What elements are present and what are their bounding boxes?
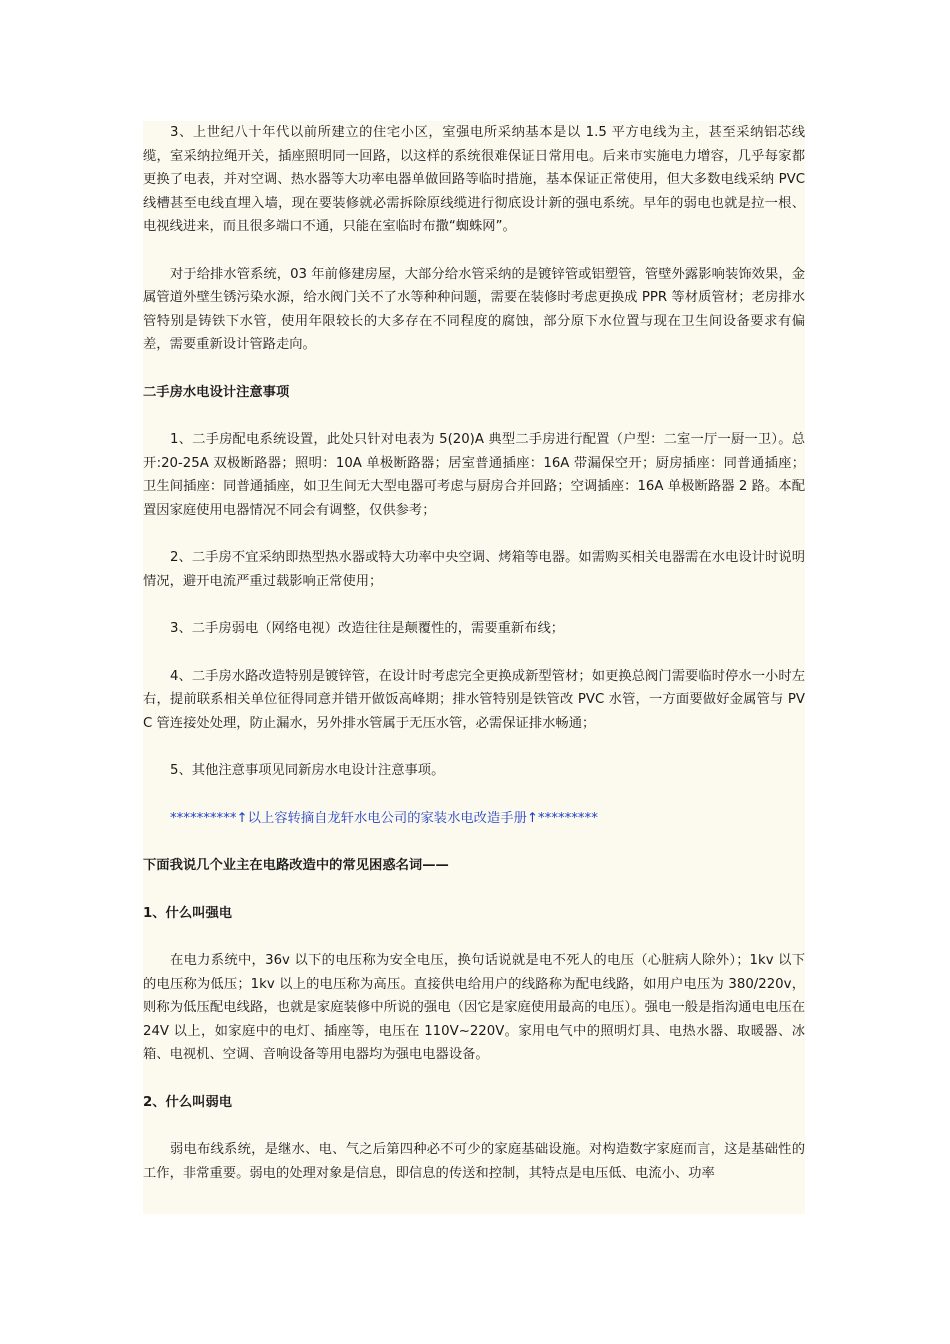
subheading-strong-current: 1、什么叫强电: [143, 905, 233, 921]
paragraph-strong-current: 在电力系统中，36v 以下的电压称为安全电压，换句话说就是电不死人的电压（心脏病人除外）；1kv 以下的电压称为低压；1kv 以上的电压称为高压。直接供电给用户的线路称为配电线路，如用户电压为 380/220v，则称为低压配电线路，也就是家庭装修中所说的强电（因它是家庭使用最高的电压）。强电一般是指沟通电电压在 24V 以上，如家庭中的电灯、插座等，电压在 110V~220V。家用电气中的照明灯具、电热水器、取暖器、冰箱、电视机、空调、音响设备等用电器均为强电电器设备。: [143, 953, 805, 1062]
subheading-weak-current: 2、什么叫弱电: [143, 1094, 233, 1110]
paragraph-note-3: 3、二手房弱电（网络电视）改造往往是颠覆性的，需要重新布线；: [170, 621, 565, 636]
paragraph-note-2: 2、二手房不宜采纳即热型热水器或特大功率中央空调、烤箱等电器。如需购买相关电器需在水电设计时说明情况，避开电流严重过载影响正常使用；: [143, 550, 805, 589]
paragraph-weak-current: 弱电布线系统，是继水、电、气之后第四种必不可少的家庭基础设施。对构造数字家庭而言，这是基础性的工作，非常重要。弱电的处理对象是信息，即信息的传送和控制，其特点是电压低、电流小、功率: [143, 1142, 805, 1181]
section-heading-design-notes: 二手房水电设计注意事项: [143, 384, 290, 400]
paragraph-note-5: 5、其他注意事项见同新房水电设计注意事项。: [170, 763, 445, 778]
paragraph-note-4: 4、二手房水路改造特别是镀锌管，在设计时考虑完全更换成新型管材；如更换总阀门需要临时停水一小时左右，提前联系相关单位征得同意并错开做饭高峰期；排水管特别是铁管改 PVC 水管，一方面要做好金属管与 PVC 管连接处处理，防止漏水，另外排水管属于无压水管，必需保证排水畅通；: [143, 668, 805, 731]
paragraph-old-housing-electrical: 3、上世纪八十年代以前所建立的住宅小区，室强电所采纳基本是以 1.5 平方电线为主，甚至采纳铝芯线缆，室采纳拉绳开关，插座照明同一回路，以这样的系统很难保证日常用电。后来市实施电力增容，几乎每家都更换了电表，并对空调、热水器等大功率电器单做回路等临时措施，基本保证正常使用，但大多数电线采纳 PVC 线槽甚至电线直埋入墙，现在要装修就必需拆除原线缆进行彻底设计新的强电系统。早年的弱电也就是拉一根、电视线进来，而且很多端口不通，只能在室临时布撒“蜘蛛网”。: [143, 125, 805, 234]
paragraph-note-1: 1、二手房配电系统设置，此处只针对电表为 5(20)A 典型二手房进行配置（户型：二室一厅一厨一卫）。总开:20-25A 双极断路器；照明：10A 单极断路器；居室普通插座：16A 带漏保空开；厨房插座：同普通插座；卫生间插座：同普通插座，如卫生间无大型电器可考虑与厨房合并回路；空调插座：16A 单极断路器 2 路。本配置因家庭使用电器情况不同会有调整，仅供参考；: [143, 432, 805, 518]
source-link[interactable]: **********↑以上容转摘自龙轩水电公司的家装水电改造手册↑*********: [170, 810, 598, 826]
section-heading-terms: 下面我说几个业主在电路改造中的常见困惑名词——: [143, 858, 449, 873]
document-page: [143, 121, 805, 1214]
paragraph-water-pipe-system: 对于给排水管系统，03 年前修建房屋，大部分给水管采纳的是镀锌管或铝塑管，管壁外露影响装饰效果，金属管道外壁生锈污染水源，给水阀门关不了水等种种问题，需要在装修时考虑更换成 PPR 等材质管材；老房排水管特别是铸铁下水管，使用年限较长的大多存在不同程度的腐蚀，部分原下水位置与现在卫生间设备要求有偏差，需要重新设计管路走向。: [143, 266, 805, 352]
